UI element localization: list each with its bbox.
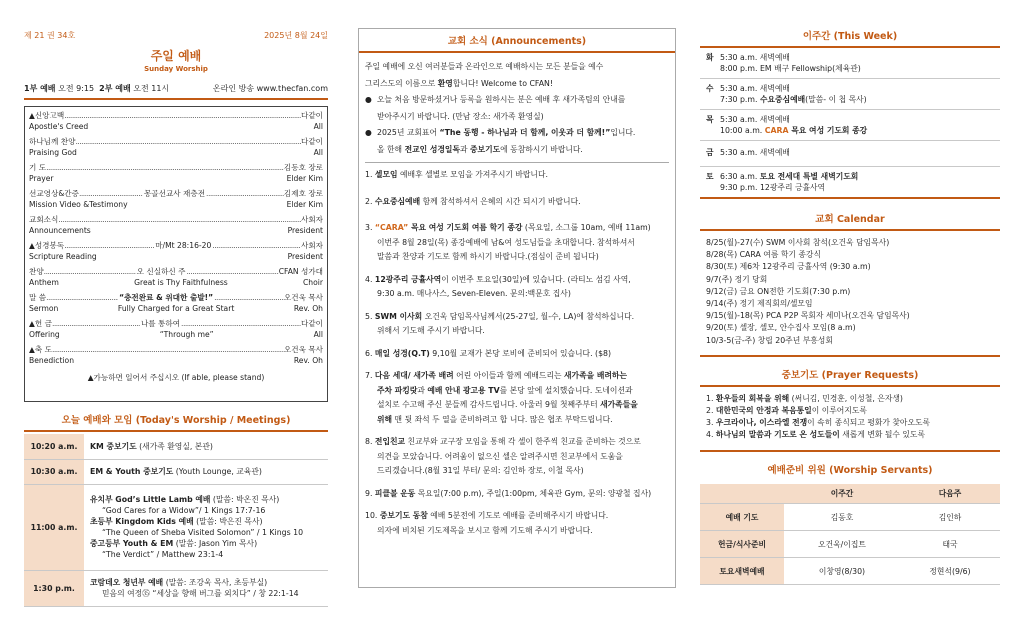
announcement-item: 8. 전입친교 친교부와 교구장 모임을 통해 각 셀이 한주씩 친교를 준비하는 것으로 의견을 모았습니다. 어려움이 없으신 셀은 알려주시면 친교부에서 도움을 드리겠습니다.(8월 31일 부터/ 문의: 김인하 장로, 이철 목사) (365, 437, 641, 475)
order-label: ▲헌 금 (29, 319, 52, 328)
table-row (700, 531, 1000, 558)
sermon-title: “충전완료 & 위대한 출발!” (119, 293, 214, 302)
order-leader: 오건욱 목사 (283, 345, 323, 354)
order-item (29, 266, 323, 292)
order-item (29, 188, 323, 214)
meeting-time: 1:30 p.m. (24, 570, 84, 606)
order-label: ▲신앙고백 (29, 111, 65, 120)
servant-next: 김인하 (900, 504, 1000, 531)
order-item (29, 318, 323, 344)
order-label: 하나님께 찬양 (29, 137, 76, 146)
servants-title: 예배준비 위원 (Worship Servants) (767, 464, 933, 476)
order-item (29, 344, 323, 370)
meeting-desc: KM 중보기도 (새가족 환영실, 본관) (84, 434, 328, 459)
calendar-title: 교회 Calendar (700, 211, 1000, 231)
servant-next: 태국 (900, 531, 1000, 558)
this-week-title: 이주간 (This Week) (700, 28, 1000, 48)
service-subtitle: Sunday Worship (144, 65, 208, 73)
order-title: 나를 통하여 (140, 319, 181, 328)
week-day-row: 화 5:30 a.m. 새벽예배 8:00 p.m. EM 배구 Fellowship(체육관) (700, 48, 1000, 79)
service-times (24, 83, 328, 100)
calendar-item: 9/20(토) 셀장, 셀모, 안수집사 모임(8 a.m) (706, 323, 856, 333)
order-leader: 다같이 (300, 111, 323, 120)
week-day: 목 (706, 115, 714, 124)
order-label: 찬양 (29, 267, 44, 276)
calendar-item: 8/30(토) 제6차 12광주리 긍휼사역 (9:30 a.m) (706, 262, 871, 272)
col-this-week: 이주간 (784, 484, 900, 504)
col-next-week: 다음주 (900, 484, 1000, 504)
calendar-item: 8/28(목) CARA 여름 학기 종강식 (706, 250, 821, 260)
calendar-list (700, 237, 1000, 357)
order-leader-en: All (313, 122, 323, 131)
order-title-en: “Through me” (159, 330, 214, 339)
first-service-time: 오전 9:15 (58, 84, 95, 93)
worship-column (24, 30, 328, 596)
meetings-table (24, 434, 328, 607)
order-label: 기 도 (29, 163, 47, 172)
order-leader-en: President (287, 226, 323, 235)
order-label: 말 씀 (29, 293, 47, 302)
calendar-item: 9/12(금) 금요 ON전한 기도회(7:30 p.m) (706, 286, 851, 296)
order-title: 몽골선교사 재층전 (143, 189, 206, 198)
order-item (29, 292, 323, 318)
order-title: 오 신실하신 주 (136, 267, 186, 276)
announcement-item: 1. 셀모임 예배후 셀별로 모임을 가져주시기 바랍니다. (365, 170, 548, 179)
order-label: ▲축 도 (29, 345, 52, 354)
bulletin-date: 2025년 8월 24일 (264, 31, 328, 40)
today-meetings-title: 오늘 예배와 모임 (Today's Worship / Meetings) (24, 412, 328, 432)
order-title: 마/Mt 28:16-20 (155, 241, 212, 250)
servant-this: 이창영(8/30) (784, 558, 900, 585)
prayer-item: 1. 환우들의 회복을 위해 (써니김, 민경훈, 이성철, 은자생) (706, 393, 903, 403)
order-leader-en: Rev. Oh (293, 304, 323, 313)
table-row (24, 484, 328, 570)
order-label-en: Sermon (29, 304, 59, 313)
volume-number: 제 21 권 34호 (24, 31, 76, 40)
week-day: 수 (706, 84, 714, 93)
order-leader: 오건욱 목사 (283, 293, 323, 302)
sermon-title-en: Fully Charged for a Great Start (117, 304, 235, 313)
order-item (29, 110, 323, 136)
meeting-desc: 코람데오 청년부 예배 (말씀: 조강욱 목사, 초등부실) 믿음의 여정㉟ “세상을 향해 버그를 외치다” / 창 22:1-14 (84, 570, 328, 606)
table-row (700, 504, 1000, 531)
announcement-item: 4. 12광주리 긍휼사역이 이번주 토요일(30일)에 있습니다. (라티노 섬김 사역, 9:30 a.m. 매나사스, Seven-Eleven. 문의:백문호 집사) (365, 274, 631, 298)
week-day-row: 목 5:30 a.m. 새벽예배 10:00 a.m. CARA 목요 여성 기도회 종강 (700, 110, 1000, 141)
motto-bullet: ● 2025년 교회표어 “The 동행 - 하나님과 더 함께, 이웃과 더 함께!”입니다. 올 한해 전교인 성경일독과 중보기도에 동참하시기 바랍니다. (365, 128, 636, 154)
order-label-en: Scripture Reading (29, 252, 97, 261)
order-leader: 다같이 (300, 137, 323, 146)
order-label-en: Apostle's Creed (29, 122, 89, 131)
prayer-item: 3. 우크라이나, 이스라엘 전쟁이 속히 종식되고 평화가 찾아오도록 (706, 418, 931, 428)
announcement-item: 3. “CARA” 목요 여성 기도회 여름 학기 종강 (목요일, 소그룹 10am, 예배 11am) 이번주 8월 28일(목) 종강예배에 남&여 성도님들을 초대합니다. 참석하셔서 말씀과 찬양과 기도로 함께 하시기 바랍니다.(점심이 준비 됩니다) (365, 223, 651, 261)
calendar-item: 8/25(월)-27(수) SWM 이사회 참석(오건욱 담임목사) (706, 238, 890, 247)
order-leader-en: Rev. Oh (293, 356, 323, 365)
order-item (29, 162, 323, 188)
order-label-en: Praising God (29, 148, 77, 157)
announcement-item: 2. 수요중심예배 함께 참석하셔서 은혜의 시간 되시기 바랍니다. (365, 196, 581, 206)
order-label-en: Mission Video &Testimony (29, 200, 128, 209)
stand-note: ▲가능하면 일어서 주십시오 (If able, please stand) (87, 373, 265, 382)
servant-next: 정현석(9/6) (900, 558, 1000, 585)
second-service-label: 2부 예배 (99, 84, 131, 93)
week-day: 금 (706, 148, 714, 157)
order-leader-en: Choir (303, 278, 323, 287)
order-item (29, 240, 323, 266)
announcement-item: 6. 매일 성경(Q.T) 9,10월 교재가 본당 로비에 준비되어 있습니다. ($8) (365, 348, 612, 358)
meeting-time: 11:00 a.m. (24, 484, 84, 570)
calendar-item: 10/3-5(금-주) 창립 20주년 부흥성회 (706, 335, 833, 345)
order-label-en: Prayer (29, 174, 54, 183)
table-row (24, 570, 328, 606)
online-broadcast: 온라인 방송 www.thecfan.com (212, 84, 328, 93)
order-leader-en: Elder Kim (286, 174, 323, 183)
announcements-panel (358, 28, 676, 588)
table-row (24, 434, 328, 459)
servants-table (700, 484, 1000, 586)
order-label-en: Offering (29, 330, 60, 339)
order-title-en: Great is Thy Faithfulness (134, 278, 228, 287)
order-leader-en: All (313, 330, 323, 339)
order-leader: 사회자 (300, 215, 323, 224)
announcement-item: 7. 다음 세대/ 새가족 배려 어린 아이들과 함께 예배드리는 새가족을 배려하는 주차 파킹랏과 예배 안내 광고용 TV를 본당 앞에 설치했습니다. 도네이션과 설치로 수고해 주신 분들께 감사드립니다. 아울러 9월 첫째주부터 새가족들을 위해 맨 뒷 좌석 두 열을 준비하려고 합 니다. 많은 협조 부탁드립니다. (365, 371, 638, 424)
order-leader: 김동호 장로 (283, 163, 323, 172)
table-row (24, 459, 328, 484)
week-day-row: 토 6:30 a.m. 토요 전세대 특별 새벽기도회 9:30 p.m. 12광주리 긍휼사역 (700, 167, 1000, 199)
order-leader-en: Elder Kim (286, 200, 323, 209)
servant-this: 김동호 (784, 504, 900, 531)
prayer-item: 4. 하나님의 말씀과 기도로 온 성도들이 새롭게 변화 될수 있도록 (706, 430, 925, 440)
order-item (29, 214, 323, 240)
servant-this: 오건욱/이집트 (784, 531, 900, 558)
order-leader: 다같이 (300, 319, 323, 328)
order-leader-en: President (287, 252, 323, 261)
order-of-worship (24, 106, 328, 402)
first-service-label: 1부 예배 (24, 84, 56, 93)
servant-role: 헌금/식사준비 (700, 531, 784, 558)
meeting-time: 10:30 a.m. (24, 459, 84, 484)
prayer-list (700, 393, 1000, 452)
order-label: 선교영상&간증 (29, 189, 79, 198)
calendar-item: 9/15(월)-18(목) PCA P2P 목회자 세미나(오건욱 담임목사) (706, 311, 910, 321)
order-leader: 김제호 장로 (283, 189, 323, 198)
order-label: ▲성경봉독 (29, 241, 65, 250)
announcement-item: 9. 피클볼 운동 목요일(7:00 p.m), 주일(1:00pm, 체육관 Gym, 문의: 양광철 집사) (365, 488, 652, 498)
servant-role: 토요새벽예배 (700, 558, 784, 585)
order-leader-en: All (313, 148, 323, 157)
table-header-row (700, 484, 1000, 504)
announcements-title: 교회 소식 (Announcements) (359, 33, 675, 53)
service-title: 주일 예배 (150, 49, 202, 63)
order-item (29, 136, 323, 162)
meeting-time: 10:20 a.m. (24, 434, 84, 459)
bulletin-header (24, 30, 328, 41)
week-day: 토 (706, 172, 714, 181)
calendar-item: 9/14(주) 정기 제직회의/셀모임 (706, 299, 813, 309)
servant-role: 예배 기도 (700, 504, 784, 531)
welcome-text: 주일 예배에 오신 여러분들과 온라인으로 예배하시는 모든 분들을 예수 그리스도의 이름으로 환영합니다! Welcome to CFAN! (365, 62, 604, 88)
table-row (700, 558, 1000, 585)
schedule-column (700, 28, 1000, 594)
welcome-bullet: ● 오늘 처음 방문하셨거나 등록을 원하시는 분은 예배 후 새가족팀의 안내를 받아주시기 바랍니다. (만남 장소: 새가족 환영실) (365, 95, 626, 121)
order-label-en: Anthem (29, 278, 59, 287)
order-label: 교회소식 (29, 215, 59, 224)
second-service-time: 오전 11시 (133, 84, 170, 93)
order-leader: CFAN 성가대 (278, 267, 323, 276)
week-day-row: 금 5:30 a.m. 새벽예배 (700, 141, 1000, 167)
meeting-desc: EM & Youth 중보기도 (Youth Lounge, 교육관) (84, 459, 328, 484)
prayer-item: 2. 대한민국의 안정과 복음통일이 이루어지도록 (706, 406, 867, 416)
calendar-item: 9/7(주) 정기 당회 (706, 274, 768, 284)
announcement-item: 10. 중보기도 동참 예배 5분전에 기도로 예배를 준비해주시기 바랍니다. 의자에 비치된 기도제목을 보시고 함께 기도해 주시기 바랍니다. (365, 511, 609, 535)
meeting-desc: 유치부 God’s Little Lamb 예배 (말씀: 박온진 목사) “God Cares for a Widow”/ 1 Kings 17:7-16 초등부 Kingdom Kids 예배 (말씀: 박은진 목사) “The Queen of Sheba Visited Solomon” / 1 Kings 10 중고등부 Youth & EM (말씀: Jason Yim 목사) “The Verdict” / Matthew 23:1-4 (84, 484, 328, 570)
announcement-item: 5. SWM 이사회 오건욱 담임목사님께서(25-27일, 월-수, LA)에 참석하십니다. 위해서 기도해 주시기 바랍니다. (365, 311, 635, 335)
week-day-row: 수 5:30 a.m. 새벽예배 7:30 p.m. 수요중심예배(말씀- 이 첩 목사) (700, 79, 1000, 110)
order-label-en: Benediction (29, 356, 75, 365)
order-leader: 사회자 (300, 241, 323, 250)
order-label-en: Announcements (29, 226, 91, 235)
week-day: 화 (706, 53, 714, 62)
prayer-title: 중보기도 (Prayer Requests) (700, 367, 1000, 387)
